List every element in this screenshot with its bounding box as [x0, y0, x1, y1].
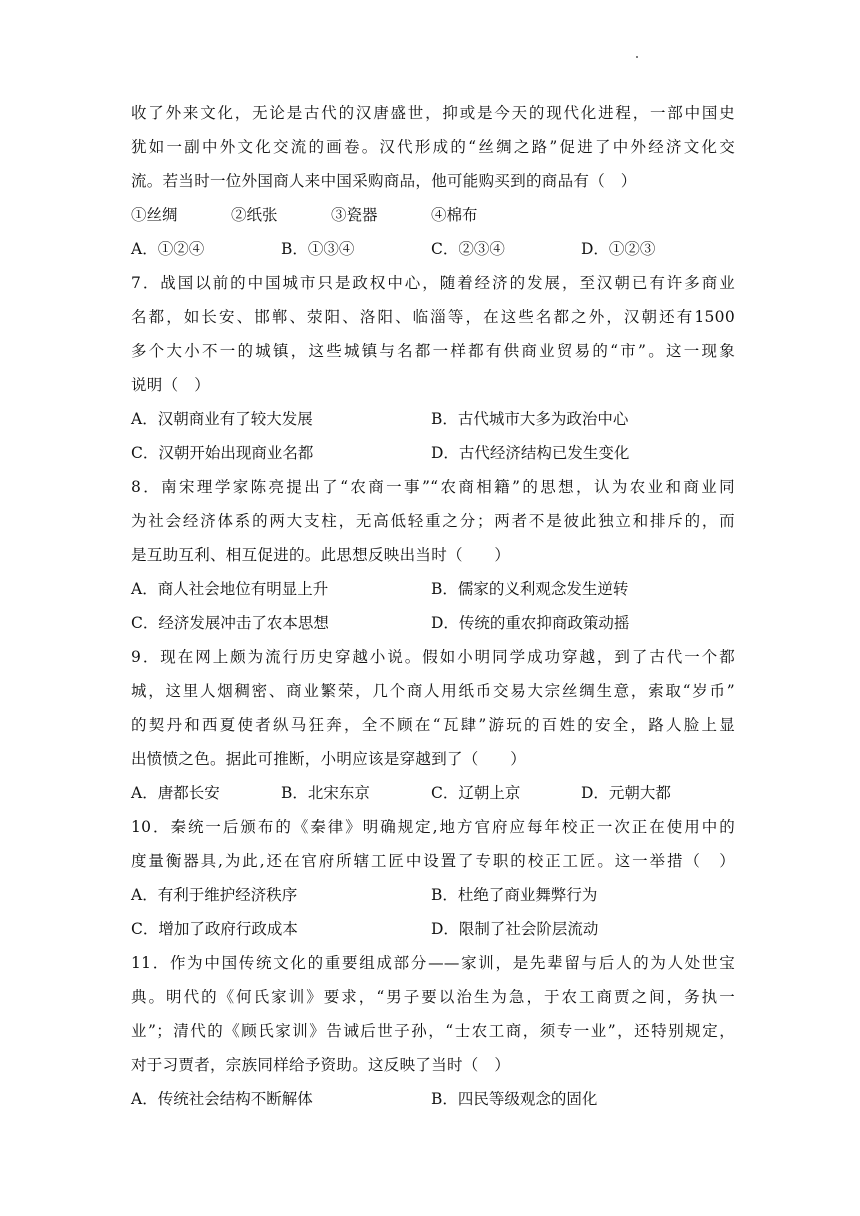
item-list	[131, 198, 735, 232]
question-text-line: 犹如一副中外文化交流的画卷。汉代形成的“丝绸之路”促进了中外经济文化交	[131, 138, 735, 156]
page-mark	[636, 56, 638, 58]
question-content	[131, 96, 735, 1116]
option-c: C．增加了政府行政成本	[131, 920, 298, 938]
answer-options	[131, 436, 735, 470]
option-d: D．①②③	[581, 240, 656, 258]
question-text-line: 为社会经济体系的两大支柱，无高低轻重之分；两者不是彼此独立和排斥的，而	[131, 512, 735, 530]
question-8	[131, 470, 735, 640]
question-text-line: 10．秦统一后颁布的《秦律》明确规定,地方官府应每年校正一次正在使用中的	[131, 818, 735, 836]
answer-options	[131, 776, 735, 810]
question-text-line: 对于习贾者，宗族同样给予资助。这反映了当时（ ）	[131, 1056, 511, 1074]
option-b: B．古代城市大多为政治中心	[431, 410, 629, 428]
question-text-line: 是互助互利、相互促进的。此思想反映出当时（ ）	[131, 546, 511, 564]
question-text-line: 业”；清代的《顾氏家训》告诫后世子孙，“士农工商，须专一业”，还特别规定，	[131, 1022, 735, 1040]
question-11	[131, 946, 735, 1116]
question-text-line: 11．作为中国传统文化的重要组成部分——家训，是先辈留与后人的为人处世宝	[131, 954, 735, 972]
answer-options	[131, 232, 735, 266]
option-d: D．古代经济结构已发生变化	[431, 444, 630, 462]
answer-options	[131, 878, 735, 912]
answer-options	[131, 606, 735, 640]
option-b: B．儒家的义利观念发生逆转	[431, 580, 629, 598]
question-7	[131, 266, 735, 470]
answer-options	[131, 572, 735, 606]
list-item: ①丝绸	[131, 206, 178, 224]
question-text-line: 7．战国以前的中国城市只是政权中心，随着经济的发展，至汉朝已有许多商业	[131, 274, 735, 292]
question-text-line: 流。若当时一位外国商人来中国采购商品，他可能购买到的商品有（ ）	[131, 172, 637, 190]
answer-options	[131, 1082, 735, 1116]
list-item: ②纸张	[231, 206, 278, 224]
option-a: A．汉朝商业有了较大发展	[131, 410, 313, 428]
list-item: ④棉布	[431, 206, 478, 224]
option-a: A．①②④	[131, 240, 205, 258]
option-a: A．唐都长安	[131, 784, 220, 802]
question-text-line: 城，这里人烟稠密、商业繁荣，几个商人用纸币交易大宗丝绸生意，索取“岁币”	[131, 682, 735, 700]
list-item: ③瓷器	[331, 206, 378, 224]
question-text-line: 说明（ ）	[131, 376, 211, 394]
question-text-line: 多个大小不一的城镇，这些城镇与名都一样都有供商业贸易的“市”。这一现象	[131, 342, 735, 360]
answer-options	[131, 402, 735, 436]
option-c: C．辽朝上京	[431, 784, 521, 802]
option-b: B．①③④	[281, 240, 355, 258]
option-b: B．北宋东京	[281, 784, 370, 802]
question-text-line: 出愤愤之色。据此可推断，小明应该是穿越到了（ ）	[131, 750, 527, 768]
question-text-line: 的契丹和西夏使者纵马狂奔，全不顾在“瓦肆”游玩的百姓的安全，路人脸上显	[131, 716, 735, 734]
answer-options	[131, 912, 735, 946]
option-a: A．传统社会结构不断解体	[131, 1090, 313, 1108]
option-d: D．传统的重农抑商政策动摇	[431, 614, 630, 632]
question-text-line: 收了外来文化，无论是古代的汉唐盛世，抑或是今天的现代化进程，一部中国史	[131, 104, 735, 122]
option-c: C．②③④	[431, 240, 505, 258]
question-text-line: 9．现在网上颇为流行历史穿越小说。假如小明同学成功穿越，到了古代一个都	[131, 648, 735, 666]
option-b: B．杜绝了商业舞弊行为	[431, 886, 598, 904]
question-6	[131, 96, 735, 266]
question-text-line: 典。明代的《何氏家训》要求，“男子要以治生为急，于农工商贾之间，务执一	[131, 988, 735, 1006]
option-c: C．经济发展冲击了农本思想	[131, 614, 329, 632]
question-text-line: 8．南宋理学家陈亮提出了“农商一事”“农商相籍”的思想，认为农业和商业同	[131, 478, 735, 496]
question-9	[131, 640, 735, 810]
option-c: C．汉朝开始出现商业名都	[131, 444, 314, 462]
option-a: A．有利于维护经济秩序	[131, 886, 298, 904]
option-b: B．四民等级观念的固化	[431, 1090, 598, 1108]
question-10	[131, 810, 735, 946]
option-d: D．元朝大都	[581, 784, 671, 802]
option-a: A．商人社会地位有明显上升	[131, 580, 329, 598]
question-text-line: 度量衡器具,为此,还在官府所辖工匠中设置了专职的校正工匠。这一举措（ ）	[131, 852, 735, 870]
option-d: D．限制了社会阶层流动	[431, 920, 599, 938]
question-text-line: 名都，如长安、邯郸、荥阳、洛阳、临淄等，在这些名都之外，汉朝还有1500	[131, 308, 735, 326]
